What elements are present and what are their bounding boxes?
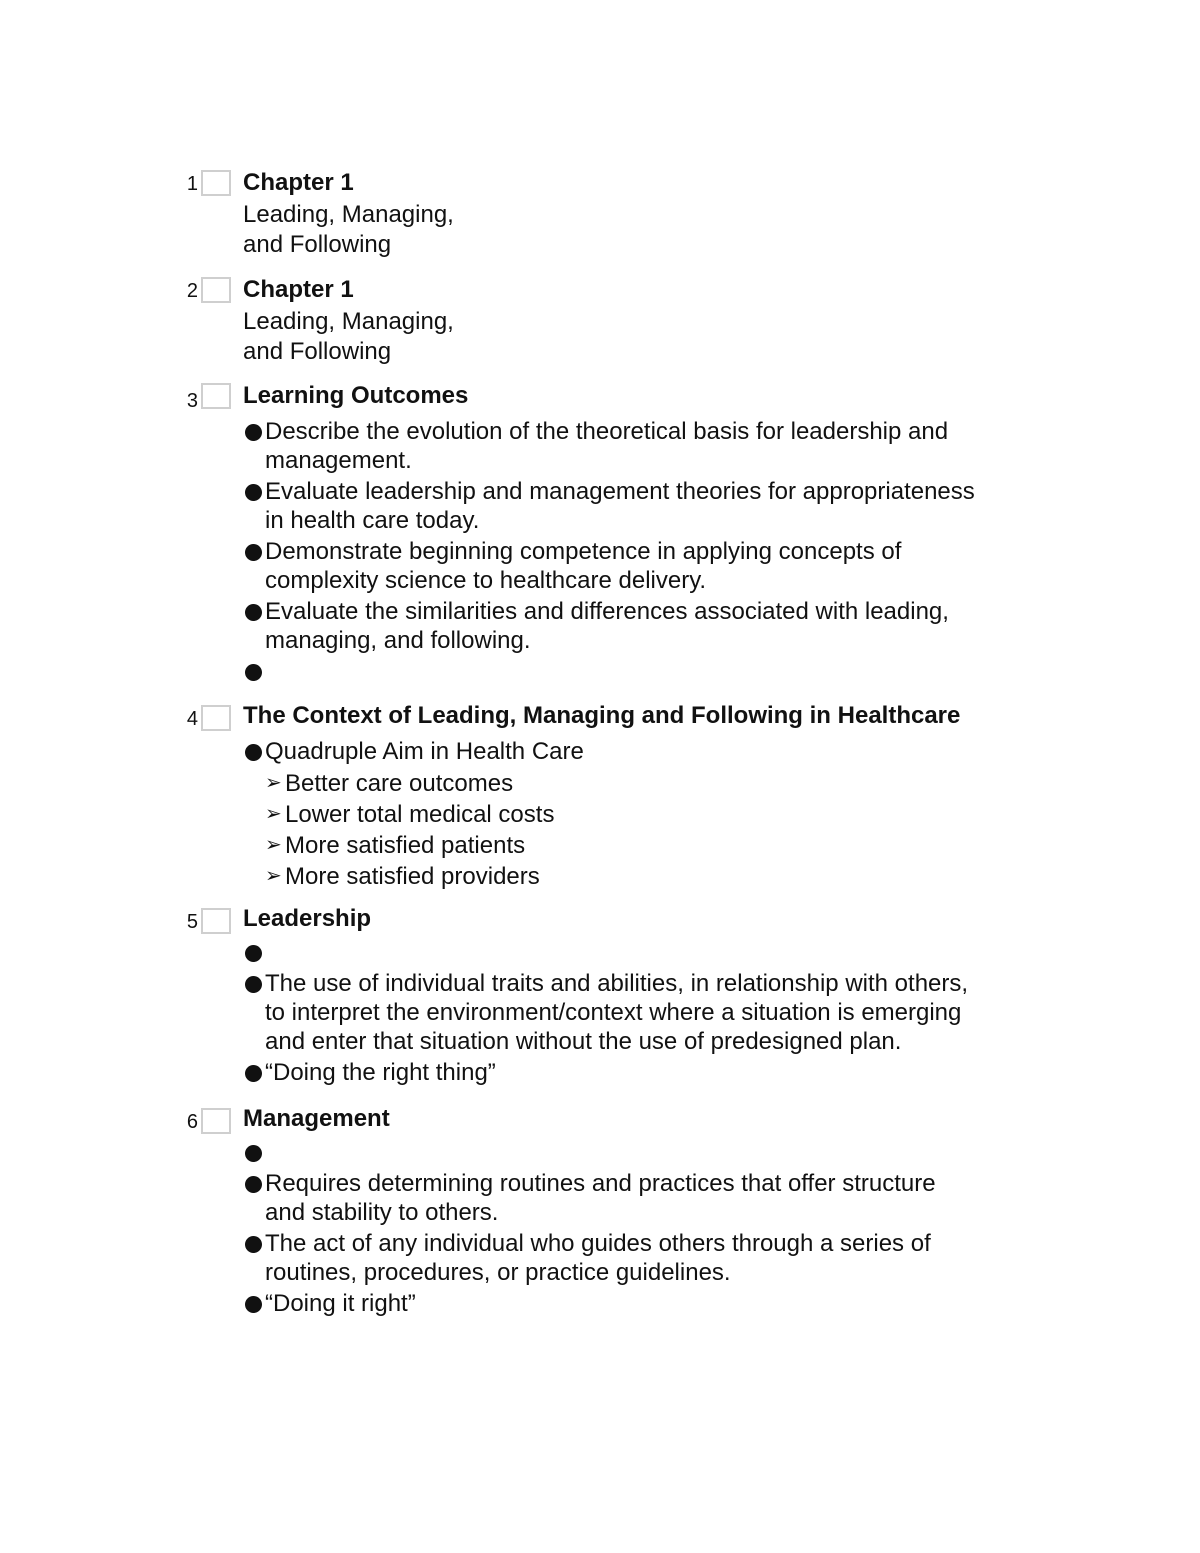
bullet-item [243, 597, 1043, 655]
slide-subtitle-line: Leading, Managing, [243, 308, 454, 335]
bullet-dot-icon [245, 1065, 262, 1082]
bullet-text: The act of any individual who guides others through a series of [265, 1230, 931, 1257]
bullet-item [243, 1289, 1043, 1318]
bullet-text: The use of individual traits and abilities, in relationship with others, [265, 970, 969, 997]
bullet-text: Evaluate the similarities and differences associated with leading, [265, 598, 949, 625]
bullet-text-continued: managing, and following. [265, 627, 531, 654]
bullet-item [243, 1058, 1043, 1087]
sub-bullet-text: More satisfied providers [285, 863, 540, 890]
bullet-dot-icon [245, 544, 262, 561]
slide-thumbnail [201, 1108, 231, 1134]
bullet-text-continued: management. [265, 447, 412, 474]
bullet-item [243, 1169, 1043, 1227]
bullet-text: Quadruple Aim in Health Care [265, 738, 584, 765]
sub-bullet-item [243, 799, 1043, 830]
slide-title: Chapter 1 [243, 169, 354, 196]
bullet-text: Demonstrate beginning competence in applying concepts of [265, 538, 902, 565]
bullet-text: “Doing it right” [265, 1290, 416, 1317]
bullet-item-empty [243, 657, 1043, 686]
bullet-dot-icon [245, 424, 262, 441]
bullet-text-continued: to interpret the environment/context where a situation is emerging [265, 999, 962, 1026]
slide-title: Learning Outcomes [243, 382, 469, 409]
slide-title: The Context of Leading, Managing and Following in Healthcare [243, 702, 961, 729]
bullet-dot-icon [245, 744, 262, 761]
bullet-dot-icon [245, 1176, 262, 1193]
bullet-item [243, 737, 1043, 766]
bullet-item [243, 477, 1043, 535]
arrow-bullet-icon: ➢ [265, 803, 282, 825]
slide-number: 6 [186, 1111, 198, 1133]
slide-number: 1 [186, 173, 198, 195]
slide-title: Leadership [243, 905, 372, 932]
bullet-text-continued: and stability to others. [265, 1199, 499, 1226]
slide-thumbnail [201, 383, 231, 409]
bullet-item [243, 1229, 1043, 1287]
sub-bullet-text: Better care outcomes [285, 770, 514, 797]
bullet-dot-icon [245, 1296, 262, 1313]
sub-bullet-item [243, 830, 1043, 861]
slide-thumbnail [201, 170, 231, 196]
slide-thumbnail [201, 908, 231, 934]
arrow-bullet-icon: ➢ [265, 772, 282, 794]
slide-thumbnail [201, 277, 231, 303]
slide-subtitle-line: and Following [243, 338, 392, 365]
bullet-item [243, 969, 1043, 1056]
slide-title: Chapter 1 [243, 276, 354, 303]
bullet-dot-icon [245, 1145, 262, 1162]
bullet-dot-icon [245, 976, 262, 993]
sub-bullet-item [243, 768, 1043, 799]
bullet-text: Evaluate leadership and management theories for appropriateness [265, 478, 975, 505]
slide-number: 3 [186, 390, 198, 412]
slide-number: 4 [186, 708, 198, 730]
slide-subtitle-line: Leading, Managing, [243, 201, 454, 228]
bullet-text-continued: routines, procedures, or practice guidelines. [265, 1259, 731, 1286]
bullet-item-empty [243, 938, 1043, 967]
slide-thumbnail [201, 705, 231, 731]
bullet-item-empty [243, 1138, 1043, 1167]
bullet-text-continued: in health care today. [265, 507, 480, 534]
bullet-dot-icon [245, 945, 262, 962]
bullet-dot-icon [245, 604, 262, 621]
arrow-bullet-icon: ➢ [265, 834, 282, 856]
slide-number: 2 [186, 280, 198, 302]
sub-bullet-text: Lower total medical costs [285, 801, 555, 828]
slide-number: 5 [186, 911, 198, 933]
sub-bullet-item [243, 861, 1043, 892]
slide-subtitle-line: and Following [243, 231, 392, 258]
bullet-text: Describe the evolution of the theoretical basis for leadership and [265, 418, 949, 445]
bullet-text-continued: complexity science to healthcare delivery. [265, 567, 707, 594]
bullet-text-continued: and enter that situation without the use of predesigned plan. [265, 1028, 902, 1055]
bullet-text: Requires determining routines and practices that offer structure [265, 1170, 936, 1197]
slide-title: Management [243, 1105, 390, 1132]
bullet-dot-icon [245, 664, 262, 681]
bullet-item [243, 417, 1043, 475]
bullet-dot-icon [245, 484, 262, 501]
bullet-dot-icon [245, 1236, 262, 1253]
bullet-text: “Doing the right thing” [265, 1059, 496, 1086]
sub-bullet-text: More satisfied patients [285, 832, 526, 859]
bullet-item [243, 537, 1043, 595]
arrow-bullet-icon: ➢ [265, 865, 282, 887]
